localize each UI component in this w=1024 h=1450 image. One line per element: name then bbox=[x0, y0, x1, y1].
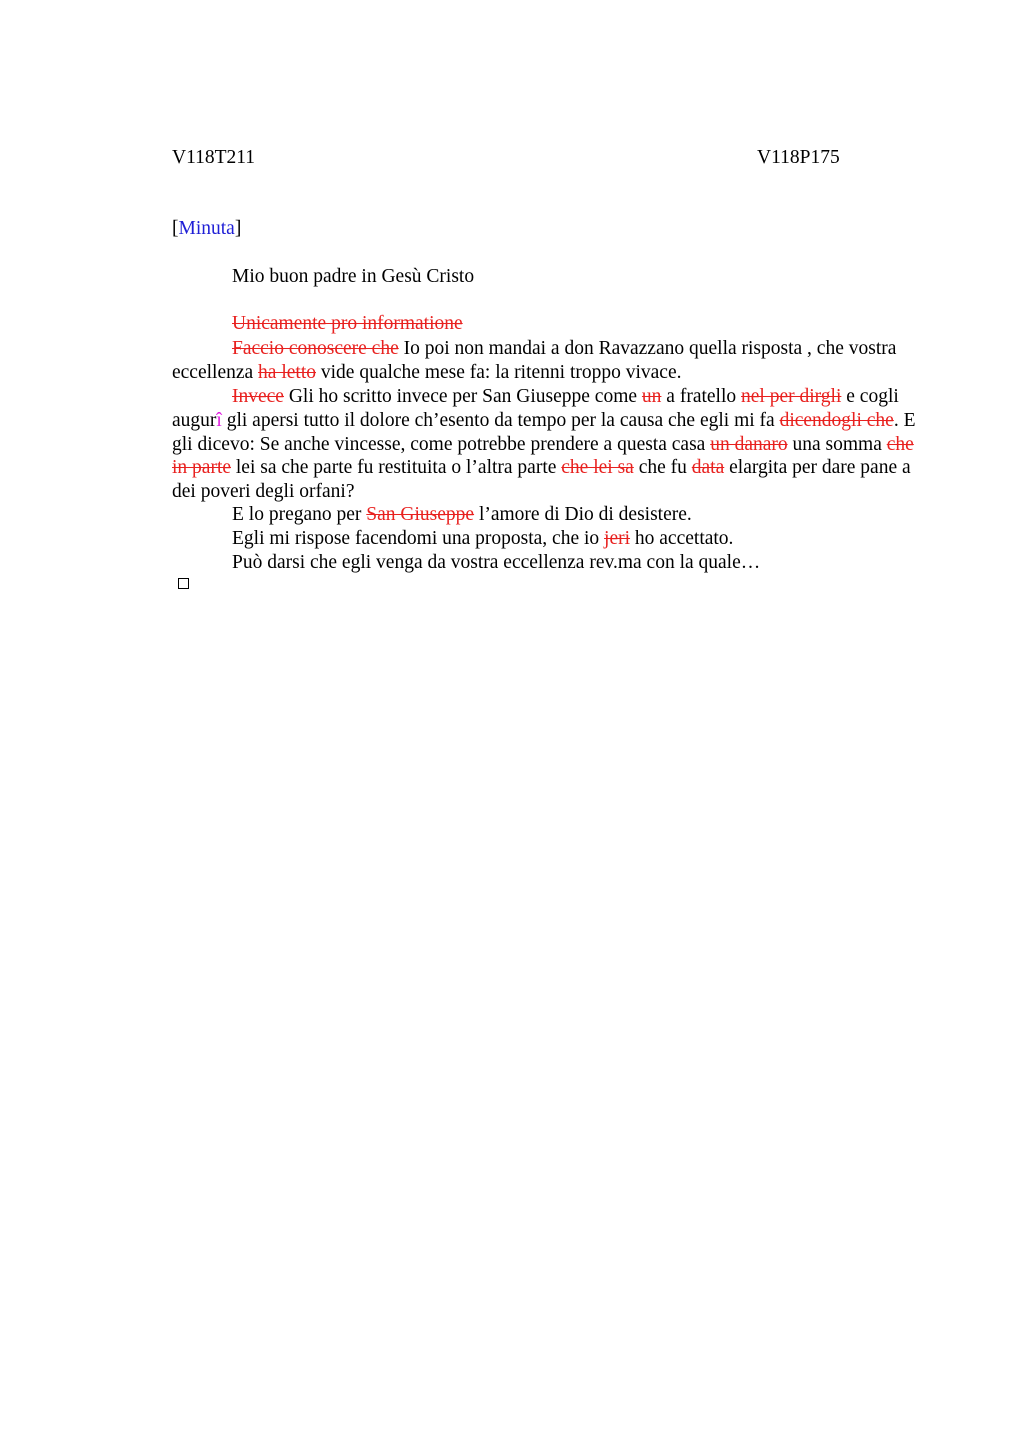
text-span: e cogli augur bbox=[172, 386, 899, 431]
deleted-text: Faccio conoscere che bbox=[232, 338, 399, 359]
paragraph-2 bbox=[172, 385, 918, 504]
text-span: Egli mi rispose facendomi una proposta, che io bbox=[232, 528, 605, 549]
deleted-text: che lei sa bbox=[561, 457, 634, 479]
paragraph-5 bbox=[172, 551, 918, 575]
text-span: gli apersi tutto il dolore ch’esento da tempo per la causa che egli mi fa bbox=[221, 409, 780, 431]
deleted-text: San Giuseppe bbox=[366, 504, 475, 525]
deleted-text: un danaro bbox=[710, 433, 788, 455]
deleted-text: ha letto bbox=[258, 361, 316, 383]
text-span: lei sa che parte fu restituita o l’altra parte bbox=[231, 457, 562, 479]
note-close-bracket: ] bbox=[234, 218, 242, 239]
note-label: Minuta bbox=[178, 218, 235, 239]
deleted-text: Invece bbox=[232, 386, 284, 407]
deleted-text: dicendogli che bbox=[779, 409, 894, 431]
editorial-note bbox=[172, 218, 241, 240]
text-span: ho accettato. bbox=[630, 528, 734, 549]
salutation: Mio buon padre in Gesù Cristo bbox=[232, 266, 475, 287]
deleted-text: un bbox=[641, 386, 662, 407]
insertion-mark: î bbox=[216, 409, 222, 431]
text-span: l’amore di Dio di desistere. bbox=[474, 504, 692, 525]
text-span: elargita per dare pane a dei poveri degli orfani? bbox=[172, 457, 911, 503]
text-span: . E gli dicevo: Se anche vincesse, come potrebbe prendere a questa casa bbox=[172, 409, 916, 455]
paragraph-1 bbox=[172, 337, 918, 385]
text-span: una somma bbox=[787, 433, 887, 455]
paragraph-3 bbox=[172, 503, 918, 527]
paragraph-4 bbox=[172, 527, 918, 551]
text-span: vide qualche mese fa: la ritenni troppo vivace. bbox=[316, 361, 682, 383]
text-span: Io poi non mandai a don Ravazzano quella risposta , che vostra eccellenza bbox=[172, 338, 897, 383]
deleted-text: nel per dirgli bbox=[741, 386, 842, 407]
text-span: che fu bbox=[633, 457, 692, 479]
deleted-text: che in parte bbox=[172, 433, 914, 479]
deleted-text: jeri bbox=[604, 528, 631, 549]
text-span: E lo pregano per bbox=[232, 504, 367, 525]
deleted-heading: Unicamente pro informatione bbox=[232, 313, 463, 334]
note-open-bracket: [ bbox=[172, 218, 179, 239]
text-span: Può darsi che egli venga da vostra eccellenza rev.ma con la quale… bbox=[232, 552, 761, 573]
document-code-right: V118P175 bbox=[757, 147, 840, 168]
checkbox-square-icon bbox=[178, 578, 189, 589]
text-span: a fratello bbox=[661, 386, 742, 407]
text-span: Gli ho scritto invece per San Giuseppe come bbox=[283, 386, 642, 407]
document-code-left: V118T211 bbox=[172, 147, 256, 168]
deleted-text: data bbox=[691, 457, 725, 479]
